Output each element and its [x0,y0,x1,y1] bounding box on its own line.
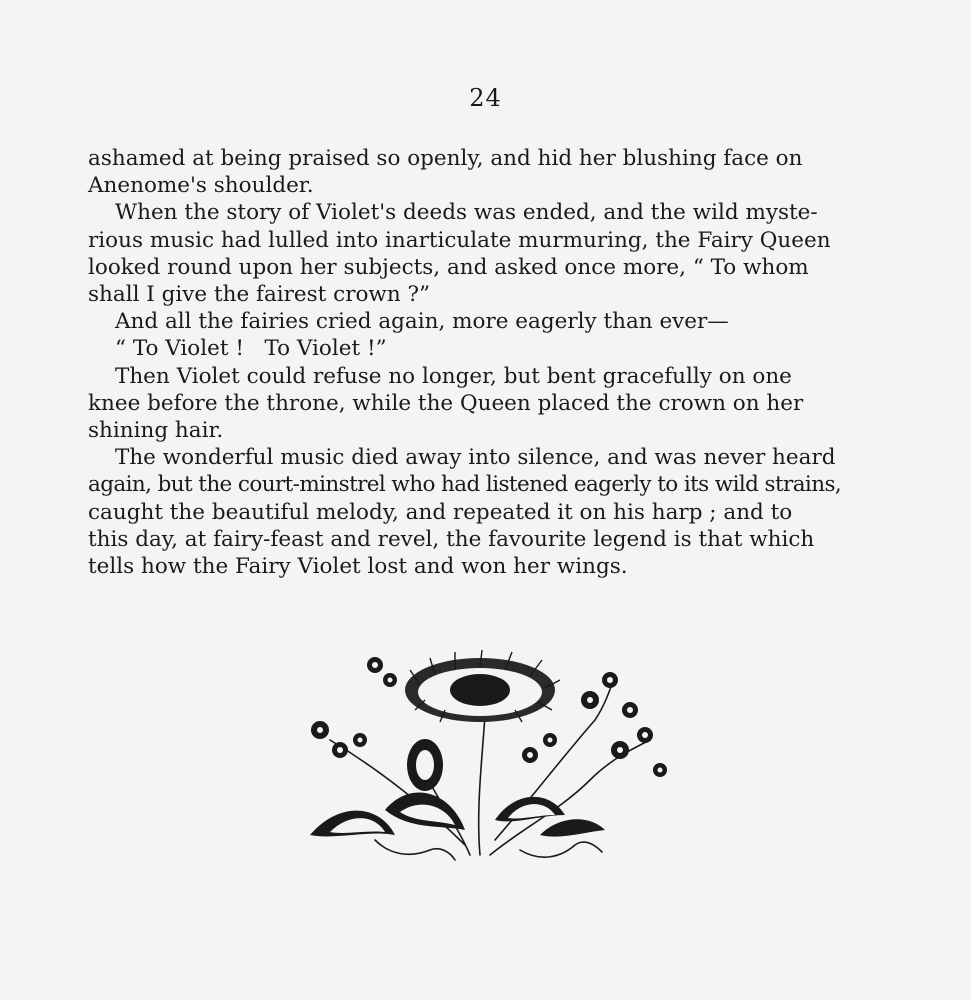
text-line: again, but the court-minstrel who had listened eagerly to its wild strains, [88,472,842,498]
text-line: shall I give the fairest crown ?” [88,282,431,308]
text-line: knee before the throne, while the Queen placed the crown on her [88,390,804,416]
floral-vignette-icon [290,640,685,875]
text-line: And all the fairies cried again, more eagerly than ever— [115,309,729,335]
text-line: tells how the Fairy Violet lost and won her wings. [88,554,628,580]
text-line: ashamed at being praised so openly, and hid her blushing face on [88,146,803,171]
text-line: The wonderful music died away into silence, and was never heard [115,445,836,471]
text-line: “ To Violet ! To Violet !” [115,336,387,362]
text-line: Anenome's shoulder. [88,173,314,199]
text-line: Then Violet could refuse no longer, but bent gracefully on one [115,363,792,389]
text-line: rious music had lulled into inarticulate murmuring, the Fairy Queen [88,227,831,253]
text-line: this day, at fairy-feast and revel, the favourite legend is that which [88,526,815,552]
paragraph [88,199,880,308]
page-number: 24 [469,84,502,112]
text-line: shining hair. [88,418,224,444]
paragraph [88,308,880,335]
paragraph [88,363,880,445]
paragraph [88,145,880,199]
text-line: When the story of Violet's deeds was ended, and the wild myste- [115,200,818,226]
paragraph [88,444,880,580]
body-text [88,145,880,580]
paragraph [88,335,880,362]
text-line: looked round upon her subjects, and asked once more, “ To whom [88,254,809,280]
text-line: caught the beautiful melody, and repeated it on his harp ; and to [88,499,793,525]
